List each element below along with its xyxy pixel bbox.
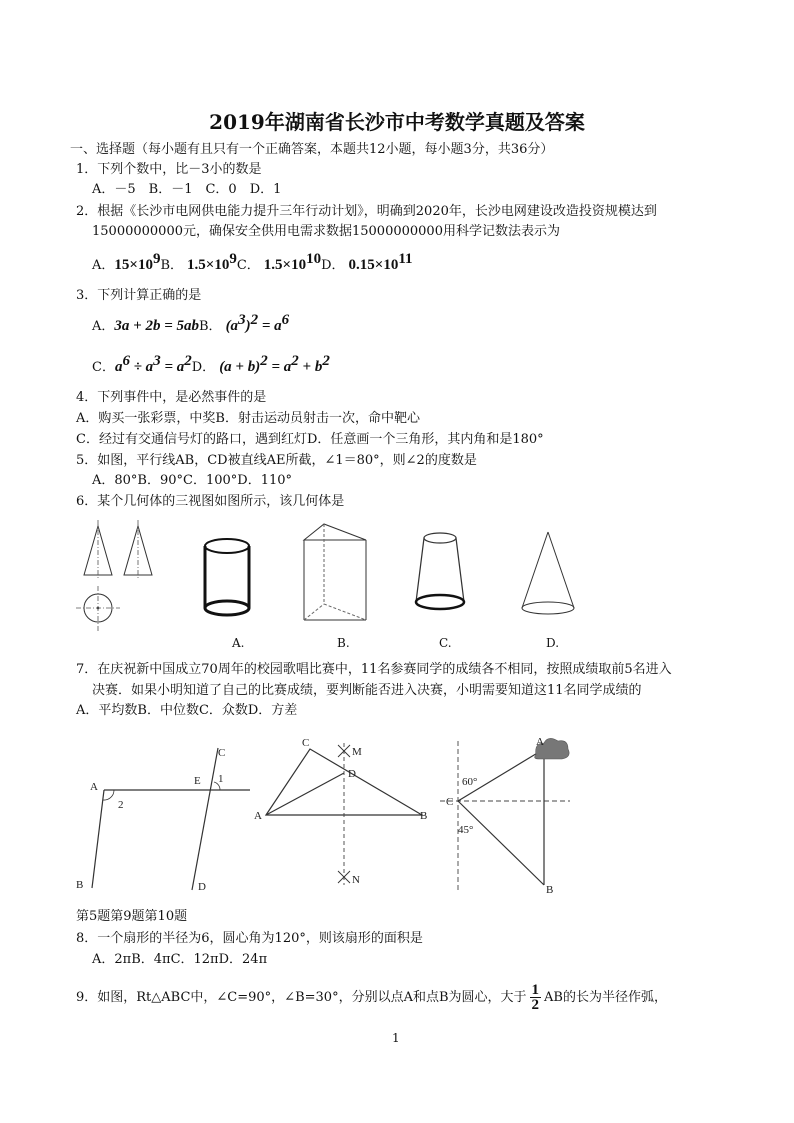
section-heading: 一、选择题（每小题有且只有一个正确答案，本题共12小题，每小题3分，共36分）	[70, 142, 554, 157]
q9-stem: 9．如图，Rt△ABC中，∠C=90°，∠B=30°，分别以点A和点B为圆心，大于 $\frac{1}{2}$ AB的长为半径作弧，	[76, 982, 667, 1013]
q2-options: A．$15\times 10^9B$． $1.5\times 10^9C$． $1.5\times 10^{10}D$． $0.15\times 10^{11}$	[92, 251, 413, 273]
option-d-cone	[518, 528, 582, 618]
option-c-label: C.	[439, 636, 452, 650]
figure-q9	[250, 735, 440, 895]
q3-options-ab: A．3a + 2b = 5abB． $(a^3)^2 = a^6$	[92, 312, 290, 334]
figure-q5	[70, 740, 255, 900]
page-title: 2019年湖南省长沙市中考数学真题及答案	[209, 110, 585, 134]
option-c-frustum	[410, 528, 470, 613]
fig5-label-b: B	[76, 879, 84, 891]
q3-stem: 3．下列计算正确的是	[76, 288, 202, 303]
q1-options: A．－5 B．－1 C．0 D．1	[92, 182, 282, 197]
q2-stem-line1: 2．根据《长沙市电网供电能力提升三年行动计划》，明确到2020年，长沙电网建设改造投资规模达到	[76, 204, 657, 219]
q4-options-line1: A．购买一张彩票，中奖B．射击运动员射击一次，命中靶心	[76, 411, 420, 426]
fig10-label-c: C	[446, 796, 454, 808]
fig10-label-b: B	[546, 884, 554, 896]
fig5-label-e: E	[194, 775, 201, 787]
fig5-label-d: D	[198, 881, 206, 893]
fig9-label-a: A	[254, 810, 262, 822]
q1-stem: 1．下列个数中，比－3小的数是	[76, 162, 262, 177]
fig9-label-m: M	[352, 746, 362, 758]
q2-stem-line2: 15000000000元，确保安全供用电需求数据15000000000用科学记数法表示为	[92, 224, 560, 239]
q7-options: A．平均数B．中位数C．众数D．方差	[76, 703, 298, 718]
option-a-cylinder	[200, 536, 260, 626]
fig9-label-b: B	[420, 810, 428, 822]
option-a-label: A.	[232, 636, 245, 650]
q7-stem-line2: 决赛．如果小明知道了自己的比赛成绩，要判断能否进入决赛，小明需要知道这11名同学成绩的	[92, 683, 642, 698]
fig10-angle-45: 45°	[458, 824, 474, 836]
q4-options-line2: C．经过有交通信号灯的路口，遇到红灯D．任意画一个三角形，其内角和是180°	[76, 432, 544, 447]
fig9-label-c: C	[302, 737, 310, 749]
fig10-label-a: A	[536, 736, 544, 748]
fig10-angle-60: 60°	[462, 776, 478, 788]
figure-q10	[440, 735, 580, 895]
q5-stem: 5．如图，平行线AB，CD被直线AE所截，∠1＝80°，则∠2的度数是	[76, 453, 477, 468]
q8-options: A．2πB．4πC．12πD．24π	[92, 952, 268, 967]
fig9-label-n: N	[352, 874, 360, 886]
fig5-label-a: A	[90, 781, 98, 793]
fig5-angle-1: 1	[218, 773, 224, 785]
q5-options: A．80°B．90°C．100°D．110°	[92, 473, 293, 488]
q3-options-cd: C．$a^6 \div a^3 = a^2D$． $(a + b)^2 = a^2 + b^2$	[92, 353, 330, 375]
three-view-figure	[72, 520, 182, 650]
option-d-label: D.	[546, 636, 560, 650]
option-b-prism	[298, 520, 378, 630]
fraction-one-half: $\frac{1}{2}$	[531, 982, 540, 1013]
q6-stem: 6．某个几何体的三视图如图所示，该几何体是	[76, 494, 345, 509]
fig9-label-d: D	[348, 768, 356, 780]
page-number: 1	[392, 1031, 400, 1045]
fig5-label-c: C	[218, 747, 226, 759]
fig5-angle-2: 2	[118, 799, 124, 811]
q8-stem: 8．一个扇形的半径为6，圆心角为120°，则该扇形的面积是	[76, 931, 423, 946]
option-b-label: B.	[337, 636, 350, 650]
q7-stem-line1: 7．在庆祝新中国成立70周年的校园歌唱比赛中，11名参赛同学的成绩各不相同，按照成绩取前5名进入	[76, 662, 672, 677]
figure-caption: 第5题第9题第10题	[76, 909, 188, 924]
q4-stem: 4．下列事件中，是必然事件的是	[76, 390, 267, 405]
